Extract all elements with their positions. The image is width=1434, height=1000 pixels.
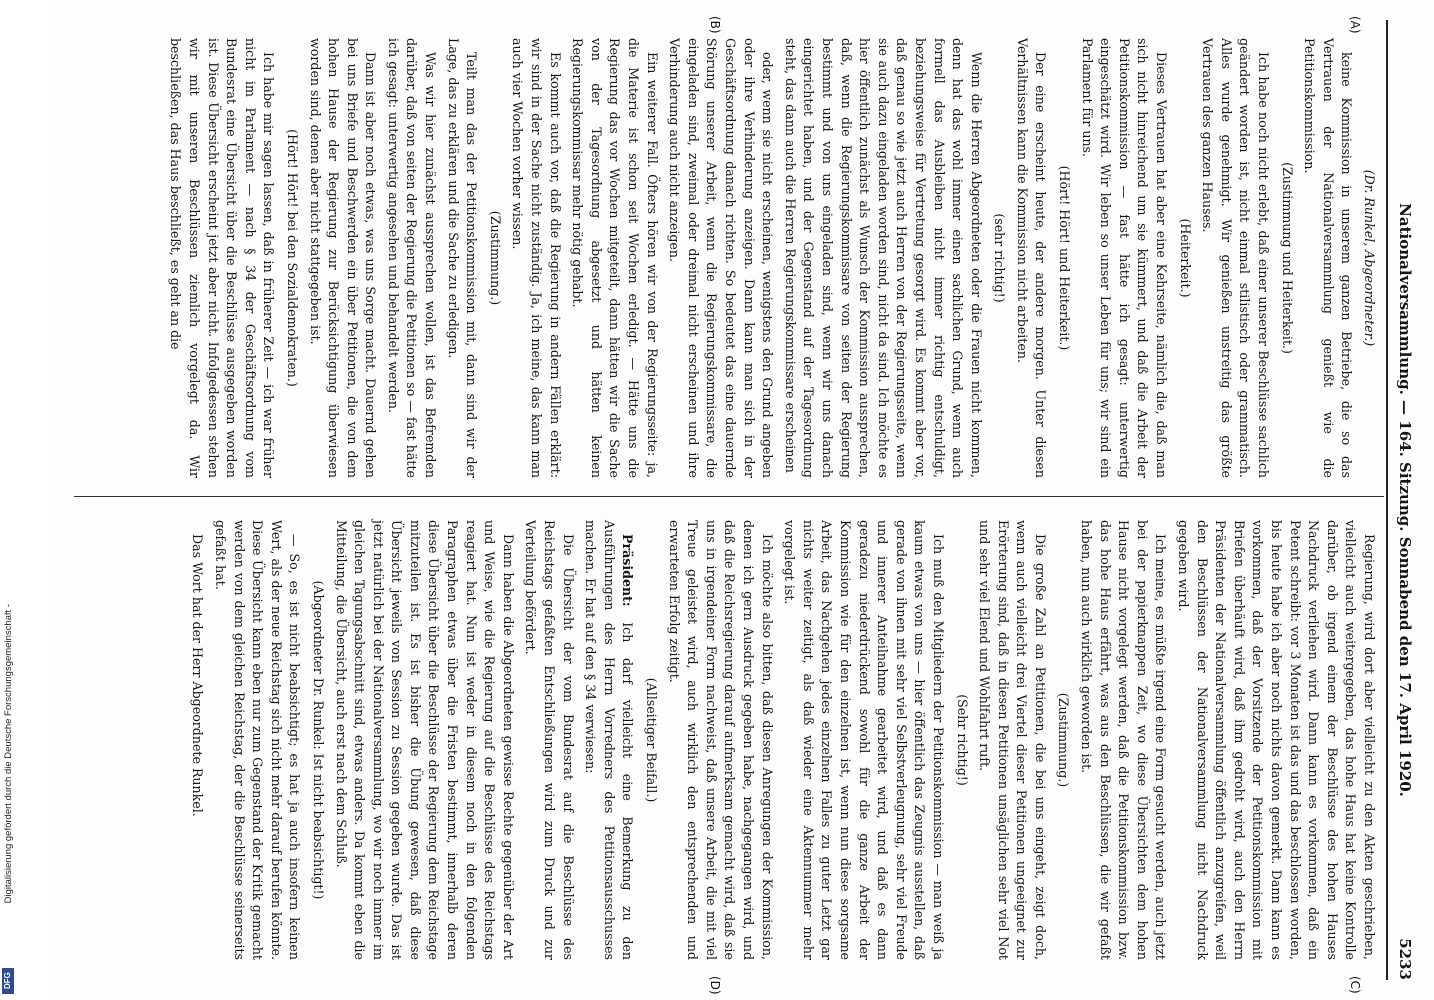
audience-reaction: (Hört! Hört! bei den Sozialdemokraten.) xyxy=(284,129,300,387)
margin-marker-b: (B) xyxy=(708,16,722,34)
paragraph: Ein weiterer Fall. Öfters hören wir von der Regierungsseite: ja, die Materie ist schon seit Wochen erledigt. — Hätte uns die Regierung das vor Wochen mitgeteilt, dann hätten wir die Sache von der Tagesordnung abgesetzt und hätten keinen Regierungskommissar mehr nötig gehabt. xyxy=(570,38,660,478)
paragraph: Ich habe mir sagen lassen, daß in früherer Zeit — ich war früher nicht im Parlament — nach § 34 der Geschäftsordnung vom Bundesrat eine Übersicht über die Beschlüsse ausgegeben worden ist. Diese Übersicht erscheint jetzt aber nicht. Infolgedessen stehen wir mit unseren Beschlüssen ziemlich vorgelegt da. Wir beschließen, das Haus beschließt, es geht an die xyxy=(168,38,277,478)
audience-reaction: (Zustimmung.) xyxy=(1056,692,1072,788)
audience-reaction: (Hört! Hört! und Heiterkeit.) xyxy=(1057,165,1073,351)
speaker-label: Präsident: xyxy=(620,534,636,607)
paragraph: Ich habe noch nicht erlebt, daß einer unserer Beschlüsse sachlich geändert worden ist, nicht einmal stilistisch oder grammatisch. Alles wurde genehmigt. Wir genießen unstreitig das größte Vertrauen des ganzen Hauses. xyxy=(1200,38,1272,478)
dfg-logo: DFG xyxy=(2,968,14,994)
page-number: 5233 xyxy=(1396,938,1414,980)
paragraph: Dieses Vertrauen hat aber eine Kehrseite, nämlich die, daß man sich nicht hinreichend um sie kümmert, und daß die Arbeit der Petitionskommission — fast hätte ich gesagt: unterwertig eingeschätzt wird. Wir leben so unser Leben für uns; wir sind ein Parlament für uns. xyxy=(1079,38,1170,478)
statement-text: Ich darf vielleicht eine Bemerkung zu den Ausführungen des Herrn Vorredners des Petitionsausschusses machen. Er hat auf den § 34 verwiesen: xyxy=(583,520,636,960)
margin-marker-c: (C) xyxy=(1348,976,1362,994)
paragraph: Dann ist aber noch etwas, was uns Sorge macht. Dauernd gehen bei uns Briefe und Beschwerden ein über Petitionen, die von dem hohen Hause der Regierung zur Berücksichtigung überwiesen worden sind, denen aber nicht stattgegeben ist. xyxy=(307,38,379,478)
audience-reaction: (Allseitiger Beifall.) xyxy=(644,677,660,803)
paragraph: Die große Zahl an Petitionen, die bei uns eingeht, zeigt doch, wenn auch vielleicht drei Viertel dieser Petitionen ungeeignet zur Erörterung sind, daß in diesen Petitionen unsäglichen sehr viel Not und sehr viel Elend und Wohlfahrt ruft. xyxy=(977,520,1048,960)
paragraph: Das Wort hat der Herr Abgeordnete Runkel. xyxy=(190,534,206,817)
paragraph: — So, es ist nicht beabsichtigt; es hat ja auch insofern keinen Wert, als der neue Reichstag sich nicht mehr darauf berufen könnte. Diese Übersicht kann eben nur zum Gegenstand der Kritik gemacht werden von dem gleichen Reichstag, der die Beschlüsse seinerseits gefaßt hat. xyxy=(212,520,303,960)
digitization-credit: Digitalisierung gefördert durch die Deutsche Forschungsgemeinschaft - xyxy=(3,604,14,904)
header-rule xyxy=(1386,20,1388,980)
audience-reaction: (Sehr richtig!) xyxy=(954,694,970,786)
paragraph: oder, wenn sie nicht erscheinen, wenigstens den Grund angeben oder ihre Verhinderung anzeigen. Dann kann man sich in der Geschäftsordnung danach richten. So bedeutet das eine dauernde Störung unserer Arbeit, wenn die Regierungskommissare, die eingeladen sind, zweimal oder dreimal nicht erscheinen und ihre Verhinderung auch nicht anzeigen. xyxy=(667,38,776,478)
scanned-page xyxy=(54,0,1434,1000)
audience-reaction: (Zustimmung und Heiterkeit.) xyxy=(1279,162,1295,354)
paragraph: Dann haben die Abgeordneten gewisse Rechte gegenüber der Art und Weise, wie die Regierung auf die Beschlüsse des Reichstags reagiert hat. Nun ist weder in diesem noch in den folgenden Paragraphen etwas über die Fristen bestimmt, innerhalb deren diese Übersicht über die Beschlüsse der Regierung dem Reichstage mitzuteilen ist. Es ist bisher die Übung gewesen, daß diese Übersicht jeweils von Session zu Session gegeben wurde. Das ist jetzt natürlich bei der Nationalversammlung, wo wir noch immer im gleichen Tagungsabschnitt sind, etwas anders. Da kommt eben die Mitteilung, die Übersicht, auch erst nach dem Schluß. xyxy=(333,520,516,960)
paragraph: Teilt man das der Petitionskommission mit, dann sind wir der Lage, das zu erklären und die Sache zu erledigen. xyxy=(445,38,480,478)
paragraph: Der eine erscheint heute, der andere morgen. Unter diesen Verhältnissen kann die Kommission nicht arbeiten. xyxy=(1014,38,1049,478)
paragraph: Es kommt auch vor, daß die Regierung in andern Fällen erklärt: wir sind in der Sache nicht zuständig. Ja, ich meine, das kann man auch vier Wochen vorher wissen. xyxy=(510,38,563,478)
paragraph: Wenn die Herren Abgeordneten oder die Frauen nicht kommen, denn hat das wohl immer einen sachlichen Grund, wenn auch formell das Ausbleiben nicht immer richtig entschuldigt, beziehungsweise für Vertretung gesorgt wird. Es kommt aber vor, daß genau so wie jetzt auch Herren von der Regierungsseite, wenn sie auch dazu eingeladen worden sind, nicht da sind. Ich möchte es hier öffentlich zunächst als Wunsch der Kommission aussprechen, daß, wenn die Regierungskommissare von seiten der Regierung bestimmt und von uns eingeladen sind, wenn wir uns danach eingerichtet haben, und der Gegenstand auf der Tagesordnung steht, das dann auch die Herren Regierungskommissare erscheinen xyxy=(782,38,984,478)
audience-reaction: (sehr richtig!) xyxy=(992,213,1008,303)
president-statement xyxy=(581,520,637,960)
paragraph: Ich muß den Mitgliedern der Petitionskommission — man weiß ja kaum etwas von uns — hier öffentlich das Zeugnis ausstellen, daß gerade von ihnen mit sehr viel Selbstverleugnung, sehr viel Freude und innerer Anteilnahme gearbeitet wird, und daß es dann geradezu niederdrückend sowohl für die ganze Arbeit der Kommission wie für den einzelnen ist, wenn nun diese sorgsame Arbeit, das Nachgehen jedes einzelnen Falles zu guter Letzt gar nichts weiter zeitigt, als daß wieder eine Aktennummer mehr vorgelegt ist. xyxy=(782,520,946,960)
paragraph: Regierung, wird dort aber vielleicht zu den Akten geschrieben, vielleicht auch weitergegeben, das hohe Haus hat keine Kontrolle darüber, ob irgend einem der Beschlüsse des hohen Hauses Nachdruck verliehen wird. Dann kann es vorkommen, daß ein Petent schreibt: vor 3 Monaten ist das und das beschlossen worden, bis heute habe ich aber noch nichts davon gemerkt. Dann kann es vorkommen, daß der Vorsitzende der Petitionskommission mit Briefen überhäuft wird, daß ihm gedroht wird, auch den Herrn Präsidenten der Nationalversammlung öffentlich anzugreifen, weil den Beschlüssen der Nationalversammlung nicht Nachdruck gegeben wird. xyxy=(1176,520,1377,960)
margin-marker-a: (A) xyxy=(1348,16,1362,34)
right-column xyxy=(68,520,1378,960)
page-header xyxy=(1392,20,1416,980)
interjection: (Abgeordneter Dr. Runkel: Ist nicht beabsichtigt!) xyxy=(310,580,326,900)
paragraph: keine Kommission in unserem ganzen Betriebe, die so das Vertrauen der Nationalversammlung genießt wie die Petitionskommission. xyxy=(1302,38,1355,478)
audience-reaction: (Zustimmung.) xyxy=(487,210,503,306)
speaker-line: (Dr. Runkel, Abgeordneter.) xyxy=(1362,169,1377,347)
paragraph: Ich meine, es müßte irgend eine Form gesucht werden, auch jetzt bei der papierknappen Zeit, wo diese Übersichten dem hohen Hause nicht vorgelegt werden, daß die Petitionskommission bzw. das hohe Haus erfährt, was aus den Beschlüssen, die wir gefaßt haben, nun auch wirklich geworden ist. xyxy=(1079,520,1169,960)
paragraph: Ich möchte also bitten, daß diesen Anregungen der Kommission, denen ich gern Ausdruck gegeben habe, nachgegangen wird, und daß die Reichsregierung darauf aufmerksam gemacht wird, daß sie uns in irgendeiner Form nachweist, daß unsere Arbeit, die mit viel Treue geleistet wird, auch wirklich den entsprechenden und erwarteten Erfolg zeitigt. xyxy=(666,520,775,960)
margin-marker-d: (D) xyxy=(708,976,722,995)
quoted-rule: Die Übersicht der vom Bundesrat auf die Beschlüsse des Reichstags gefaßten Entschließungen wird zum Druck und zur Verteilung befördert. xyxy=(523,520,576,960)
paragraph: Was wir hier zunächst aussprechen wollen, ist das Befremden darüber, daß von seiten der Regierung die Petitionen so — fast hätte ich gesagt: unterwertig angesehen und behandelt werden. xyxy=(385,38,439,478)
audience-reaction: (Heiterkeit.) xyxy=(1177,218,1193,298)
header-title: Nationalversammlung. — 164. Sitzung. Sonnabend den 17. April 1920. xyxy=(1396,203,1414,797)
column-divider xyxy=(74,496,1384,497)
left-column xyxy=(68,38,1378,478)
